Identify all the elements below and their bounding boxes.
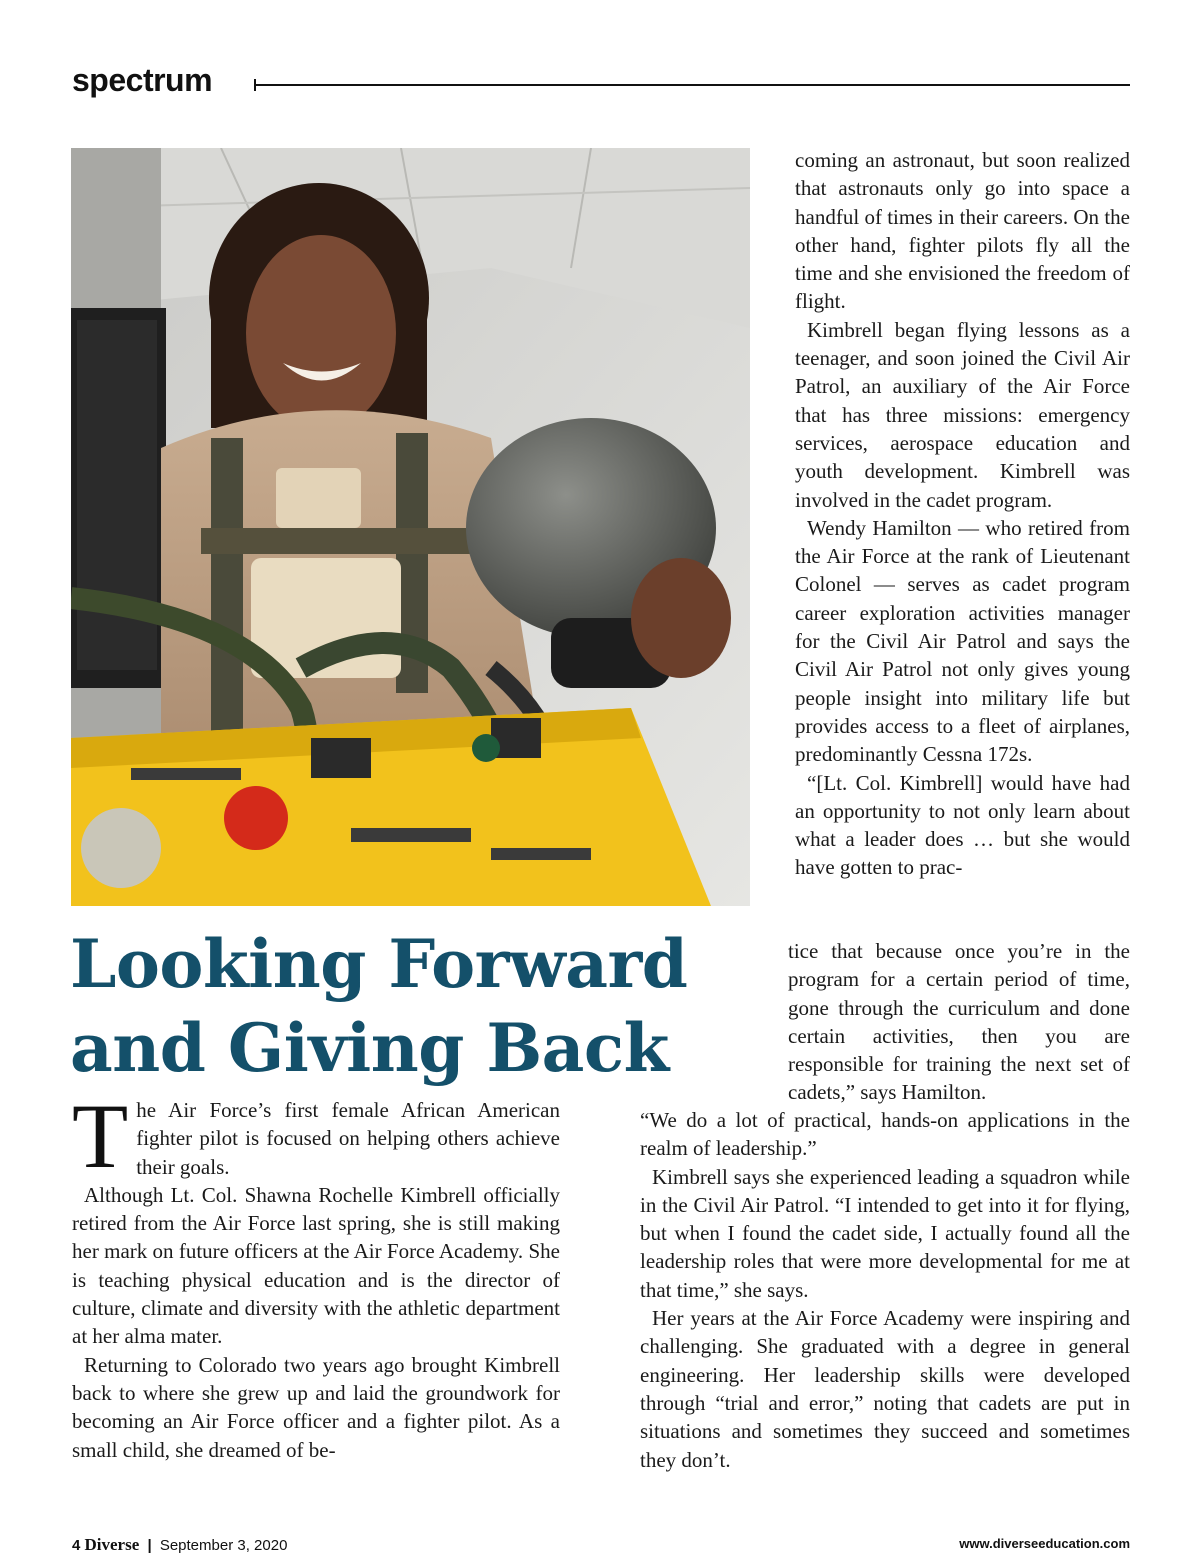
column-right-bottom [640,1106,1130,1474]
paragraph: “[Lt. Col. Kimbrell] would have had an opportunity to not only learn about what a leader does … but she would have gotten to prac- [795,770,1130,880]
paragraph: “We do a lot of practical, hands-on applications in the realm of leadership.” [640,1108,1130,1161]
column-right-middle [788,937,1130,1107]
paragraph: Although Lt. Col. Shawna Rochelle Kimbrell officially retired from the Air Force last spring, she is still making her mark on future officers at the Air Force Academy. She is teaching physical education and is the director of culture, climate and diversity with the athletic department at her alma mater. [72,1182,560,1349]
issue-date: September 3, 2020 [159,1537,288,1554]
column-right-top [795,146,1130,882]
intro-paragraph [72,1085,560,1187]
section-label: spectrum [72,62,213,98]
footer-folio [72,1535,287,1555]
paragraph: coming an astronaut, but soon realized that astronauts only go into space a handful of times in their careers. On the other hand, fighter pilots fly all the time and she envisioned the freedom of flight. [795,148,1130,314]
page-number: 4 [72,1537,81,1554]
column-left [72,1085,560,1464]
paragraph: Returning to Colorado two years ago brought Kimbrell back to where she grew up and laid the groundwork for becoming an Air Force officer and a fighter pilot. As a small child, she dreamed of be- [72,1352,560,1462]
magazine-name: Diverse [84,1535,140,1554]
headline-line-1: Looking Forward [70,925,688,1003]
paragraph: Her years at the Air Force Academy were inspiring and challenging. She graduated with a degree in general engineering. Her leadership skills were developed through “trial and error,” noting that cadets are put in situations and sometimes they succeed and sometimes they don’t. [640,1306,1130,1472]
intro-text: he Air Force’s first female African American fighter pilot is focused on helping others achieve their goals. [136,1098,560,1179]
paragraph: tice that because once you’re in the program for a certain period of time, gone through the curriculum and done certain activities, then you are responsible for training the next set of cadets,” says Hamilton. [788,939,1130,1105]
paragraph: Wendy Hamilton — who retired from the Air Force at the rank of Lieutenant Colonel — serves as cadet program career exploration activities manager for the Civil Air Patrol and says the Civil Air Patrol not only gives young people insight into military life but provides access to a fleet of airplanes, predominantly Cessna 172s. [795,515,1130,767]
pilot-photo [71,148,750,906]
headline-line-2: and Giving Back [70,1009,669,1087]
website-url[interactable]: www.diverseeducation.com [959,1536,1130,1551]
footer-separator: | [147,1537,152,1554]
paragraph: Kimbrell says she experienced leading a squadron while in the Civil Air Patrol. “I intended to get into it for flying, but when I found the cadet side, I actually found all the leadership roles that were more developmental for me at that time,” she says. [640,1164,1130,1302]
drop-cap: T [72,1085,129,1187]
headline [70,922,770,1090]
section-rule [254,84,1130,86]
paragraph: Kimbrell began flying lessons as a teenager, and soon joined the Civil Air Patrol, an auxiliary of the Air Force that has three missions: emergency services, aerospace education and youth development. Kimbrell was involved in the cadet program. [795,317,1130,512]
